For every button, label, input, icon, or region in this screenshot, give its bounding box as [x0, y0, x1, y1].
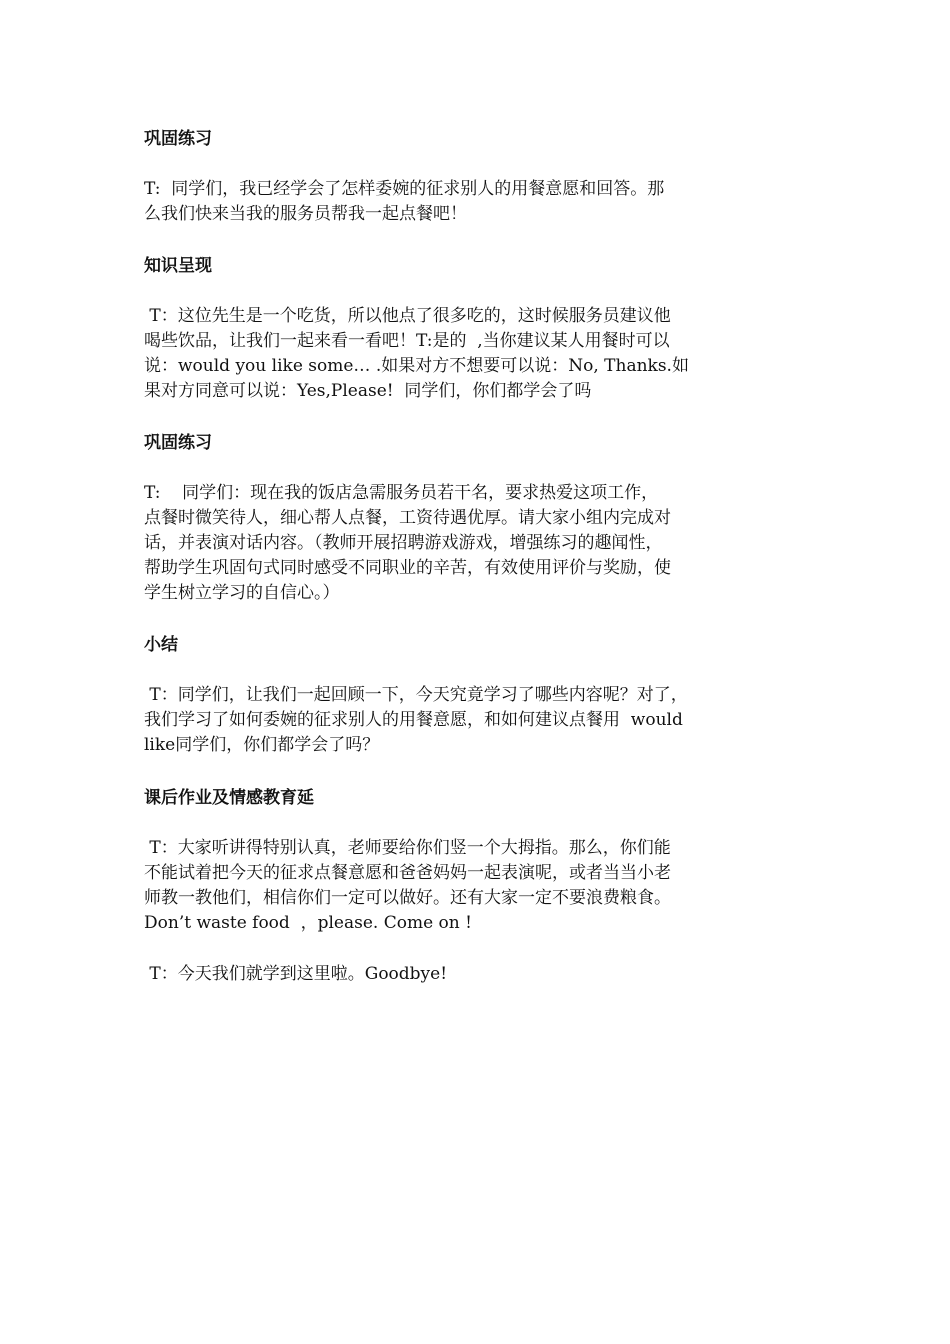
paragraph-line: 果对方同意可以说：Yes,Please! 同学们，你们都学会了吗 [144, 381, 592, 401]
section-paragraph-homework [144, 836, 804, 936]
paragraph-line: 点餐时微笑待人，细心帮人点餐，工资待遇优厚。请大家小组内完成对 [144, 508, 671, 528]
paragraph-line: 话，并表演对话内容。（教师开展招聘游戏游戏，增强练习的趣闻性， [144, 533, 663, 553]
paragraph-line: T: 同学们：现在我的饭店急需服务员若干名，要求热爱这项工作， [144, 483, 659, 503]
paragraph-line: T：同学们，让我们一起回顾一下，今天究竟学习了哪些内容呢？对了， [144, 685, 688, 705]
paragraph-line: T：这位先生是一个吃货，所以他点了很多吃的，这时候服务员建议他 [144, 306, 671, 326]
paragraph-line: 我们学习了如何委婉的征求别人的用餐意愿，和如何建议点餐用 would [144, 710, 683, 730]
section-heading-summary: 小结 [144, 635, 178, 655]
paragraph-line: T: 同学们，我已经学会了怎样委婉的征求别人的用餐意愿和回答。那 [144, 179, 665, 199]
section-paragraph-knowledge [144, 304, 804, 404]
section-heading-consolidation-2: 巩固练习 [144, 433, 212, 453]
section-heading-knowledge: 知识呈现 [144, 256, 212, 276]
section-paragraph-consolidation-1 [144, 177, 804, 227]
paragraph-line: T：大家听讲得特别认真，老师要给你们竖一个大拇指。那么，你们能 [144, 838, 671, 858]
paragraph-line: Don’t waste food ，please. Come on ! [144, 913, 472, 933]
paragraph-line: like同学们，你们都学会了吗？ [144, 735, 380, 755]
paragraph-line: 说：would you like some… .如果对方不想要可以说：No, Thanks.如 [144, 356, 689, 376]
closing-paragraph [144, 962, 804, 987]
section-heading-consolidation-1: 巩固练习 [144, 129, 212, 149]
paragraph-line: 帮助学生巩固句式同时感受不同职业的辛苦，有效使用评价与奖励，使 [144, 558, 671, 578]
paragraph-line: 学生树立学习的自信心。） [144, 583, 340, 603]
section-paragraph-summary [144, 683, 804, 758]
section-paragraph-consolidation-2 [144, 481, 804, 606]
paragraph-line: 喝些饮品，让我们一起来看一看吧！T:是的 ,当你建议某人用餐时可以 [144, 331, 670, 351]
paragraph-line: 师教一教他们，相信你们一定可以做好。还有大家一定不要浪费粮食。 [144, 888, 671, 908]
section-heading-homework: 课后作业及情感教育延 [144, 788, 314, 808]
paragraph-line: T：今天我们就学到这里啦。Goodbye! [144, 964, 448, 984]
paragraph-line: 不能试着把今天的征求点餐意愿和爸爸妈妈一起表演呢，或者当当小老 [144, 863, 671, 883]
paragraph-line: 么我们快来当我的服务员帮我一起点餐吧！ [144, 204, 467, 224]
